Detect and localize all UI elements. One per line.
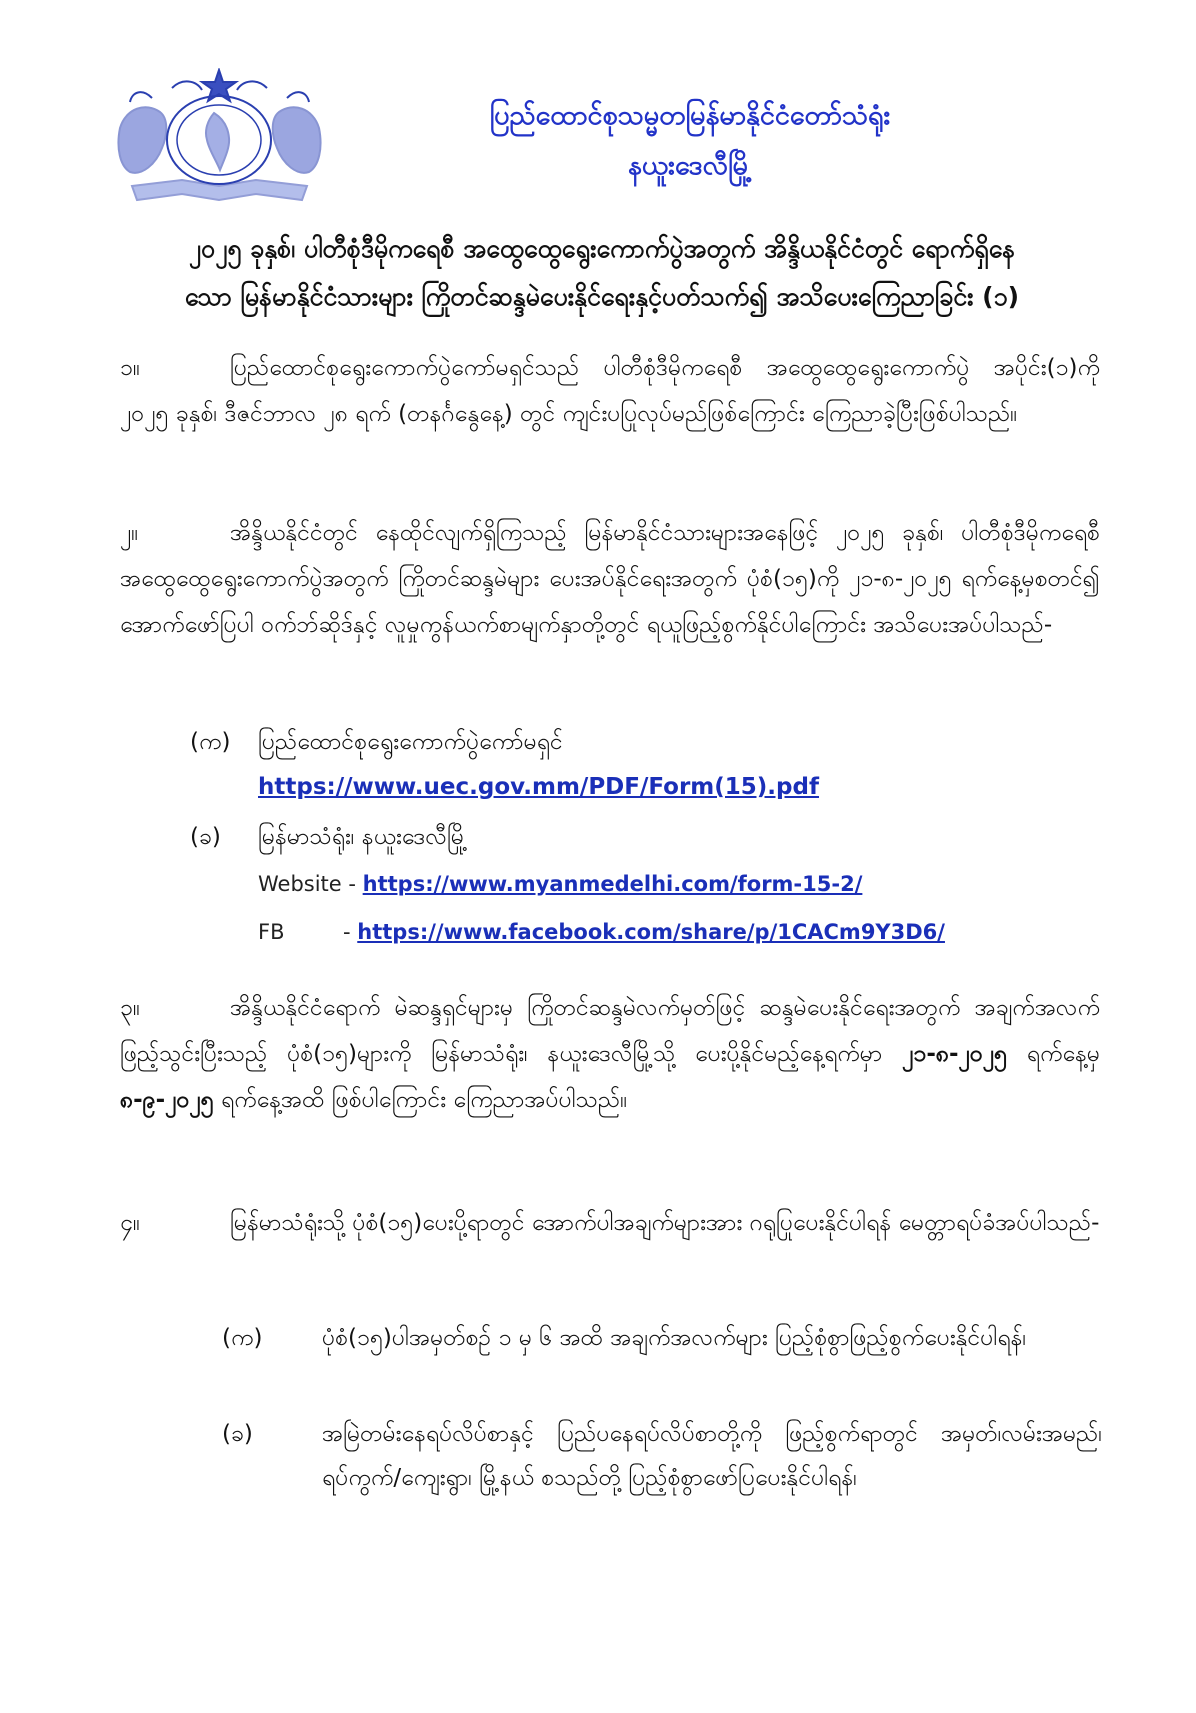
paragraph-number: ၂။ <box>120 520 139 546</box>
title-line-1: ၂၀၂၅ ခုနှစ်၊ ပါတီစုံဒီမိုကရေစီ အထွေထွေရွေးကောက်ပွဲအတွက် အိန္ဒိယနိုင်ငံတွင် ရောက်ရှိနေ <box>188 234 1016 263</box>
uec-form-link[interactable]: https://www.uec.gov.mm/PDF/Form(15).pdf <box>258 774 819 800</box>
paragraph-text: ပြည်ထောင်စုရွေးကောက်ပွဲကော်မရှင်သည် ပါတီစုံဒီမိုကရေစီ အထွေထွေရွေးကောက်ပွဲ အပိုင်း(၁)ကို ၂၀၂၅ ခုနှစ်၊ ဒီဇင်ဘာလ ၂၈ ရက် (တနင်္ဂနွေနေ့) တွင် ကျင်းပပြုလုပ်မည်ဖြစ်ကြောင်း ကြေညာခဲ့ပြီးဖြစ်ပါသည်။ <box>120 355 1100 427</box>
paragraph-number: ၄။ <box>120 1210 140 1236</box>
paragraph-text: မြန်မာသံရုံးသို့ ပုံစံ(၁၅)ပေးပို့ရာတွင် အောက်ပါအချက်များအား ဂရုပြုပေးနိုင်ပါရန် မေတ္တာရပ်ခံအပ်ပါသည်- <box>230 1210 1100 1236</box>
paragraph-3 <box>120 985 1100 1123</box>
item-marker: (ခ) <box>190 824 221 850</box>
title-line-2: သော မြန်မာနိုင်ငံသားများ ကြိုတင်ဆန္ဒမဲပေးနိုင်ရေးနှင့်ပတ်သက်၍ အသိပေးကြေညာခြင်း (၁) <box>184 282 1020 311</box>
start-date: ၂၁-၈-၂၀၂၅ <box>902 1041 1008 1067</box>
item-marker: (ခ) <box>222 1421 253 1447</box>
facebook-label: FB <box>258 920 285 944</box>
item-title: မြန်မာသံရုံး၊ နယူးဒေလီမြို့ <box>258 824 468 850</box>
embassy-website-link[interactable]: https://www.myanmedelhi.com/form-15-2/ <box>362 872 863 896</box>
item-marker: (က) <box>190 729 231 755</box>
paragraph-2 <box>120 510 1100 648</box>
item-text: ပုံစံ(၁၅)ပါအမှတ်စဉ် ၁ မှ ၆ အထိ အချက်အလက်များ ပြည့်စုံစွာဖြည့်စွက်ပေးနိုင်ပါရန်၊ <box>322 1325 1027 1351</box>
announcement-title <box>112 225 1092 321</box>
item-text: အမြဲတမ်းနေရပ်လိပ်စာနှင့် ပြည်ပနေရပ်လိပ်စာတို့ကို ဖြည့်စွက်ရာတွင် အမှတ်၊လမ်းအမည်၊ရပ်ကွက်/ကျေးရွာ၊ မြို့နယ် စသည်တို့ ပြည့်စုံစွာဖော်ပြပေးနိုင်ပါရန်၊ <box>322 1421 1102 1491</box>
embassy-city: နယူးဒေလီမြို့ <box>627 150 753 181</box>
paragraph-text-2: ရက်နေ့မှ <box>1007 1041 1100 1067</box>
item-marker: (က) <box>222 1325 263 1351</box>
item-title: ပြည်ထောင်စုရွေးကောက်ပွဲကော်မရှင် <box>258 729 563 755</box>
paragraph-number: ၃။ <box>120 995 140 1021</box>
state-seal-emblem <box>112 68 327 208</box>
embassy-name: ပြည်ထောင်စုသမ္မတမြန်မာနိုင်ငံတော်သံရုံး <box>489 100 891 131</box>
paragraph-number: ၁။ <box>120 355 140 381</box>
facebook-dash: - <box>343 920 358 944</box>
website-label: Website - <box>258 872 363 896</box>
paragraph-1 <box>120 345 1100 437</box>
paragraph-text-3: ရက်နေ့အထိ ဖြစ်ပါကြောင်း ကြေညာအပ်ပါသည်။ <box>213 1087 628 1113</box>
paragraph-text: အိန္ဒိယနိုင်ငံရောက် မဲဆန္ဒရှင်များမှ ကြိုတင်ဆန္ဒမဲလက်မှတ်ဖြင့် ဆန္ဒမဲပေးနိုင်ရေးအတွက် အချက်အလက်ဖြည့်သွင်းပြီးသည့် ပုံစံ(၁၅)များကို မြန်မာသံရုံး၊ နယူးဒေလီမြို့သို့ ပေးပို့နိုင်မည့်နေ့ရက်မှာ <box>120 995 1100 1067</box>
paragraph-text: အိန္ဒိယနိုင်ငံတွင် နေထိုင်လျက်ရှိကြသည့် မြန်မာနိုင်ငံသားများအနေဖြင့် ၂၀၂၅ ခုနှစ်၊ ပါတီစုံဒီမိုကရေစီ အထွေထွေရွေးကောက်ပွဲအတွက် ကြိုတင်ဆန္ဒမဲများ ပေးအပ်နိုင်ရေးအတွက် ပုံစံ(၁၅)ကို ၂၁-၈-၂၀၂၅ ရက်နေ့မှစတင်၍ အောက်ဖော်ပြပါ ဝက်ဘ်ဆိုဒ်နှင့် လူမှုကွန်ယက်စာမျက်နှာတို့တွင် ရယူဖြည့်စွက်နိုင်ပါကြောင်း အသိပေးအပ်ပါသည်- <box>120 520 1100 638</box>
paragraph-4 <box>120 1200 1100 1246</box>
facebook-post-link[interactable]: https://www.facebook.com/share/p/1CACm9Y3D6/ <box>357 920 945 944</box>
end-date: ၈-၉-၂၀၂၅ <box>120 1087 214 1113</box>
